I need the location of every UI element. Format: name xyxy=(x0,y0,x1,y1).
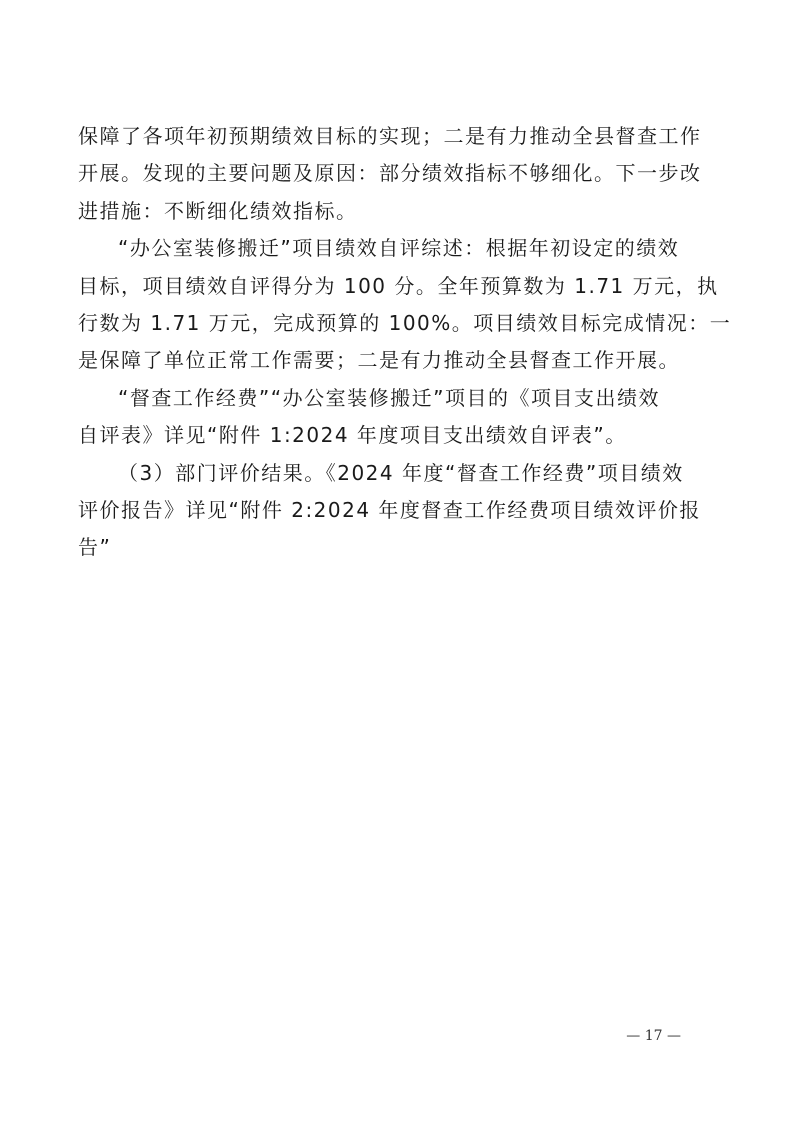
text-line: 保障了各项年初预期绩效目标的实现；二是有力推动全县督查工作 xyxy=(78,124,702,148)
text-line: 是保障了单位正常工作需要；二是有力推动全县督查工作开展。 xyxy=(78,348,680,373)
text-line: “督查工作经费”“办公室装修搬迁”项目的《项目支出绩效 xyxy=(118,385,660,410)
paragraph-1 xyxy=(78,118,702,230)
text-line: 评价报告》详见“附件 2:2024 年度督查工作经费项目绩效评价报 xyxy=(78,498,701,523)
paragraph-3 xyxy=(78,380,698,455)
text-line: 告” xyxy=(78,535,112,560)
text-line: （3）部门评价结果。《2024 年度“督查工作经费”项目绩效 xyxy=(118,460,684,485)
text-line: 自评表》详见“附件 1:2024 年度项目支出绩效自评表”。 xyxy=(78,423,627,448)
page-number: — 17 — xyxy=(626,1028,681,1044)
paragraph-2 xyxy=(78,230,732,380)
text-line: 行数为 1.71 万元，完成预算的 100%。项目绩效目标完成情况：一 xyxy=(78,311,732,336)
paragraph-4 xyxy=(78,455,701,567)
text-line: “办公室装修搬迁”项目绩效自评综述：根据年初设定的绩效 xyxy=(118,236,680,261)
text-line: 进措施：不断细化绩效指标。 xyxy=(78,198,358,223)
text-line: 开展。发现的主要问题及原因：部分绩效指标不够细化。下一步改 xyxy=(78,161,702,186)
body-text xyxy=(78,118,732,567)
text-line: 目标，项目绩效自评得分为 100 分。全年预算数为 1.71 万元，执 xyxy=(78,273,719,298)
